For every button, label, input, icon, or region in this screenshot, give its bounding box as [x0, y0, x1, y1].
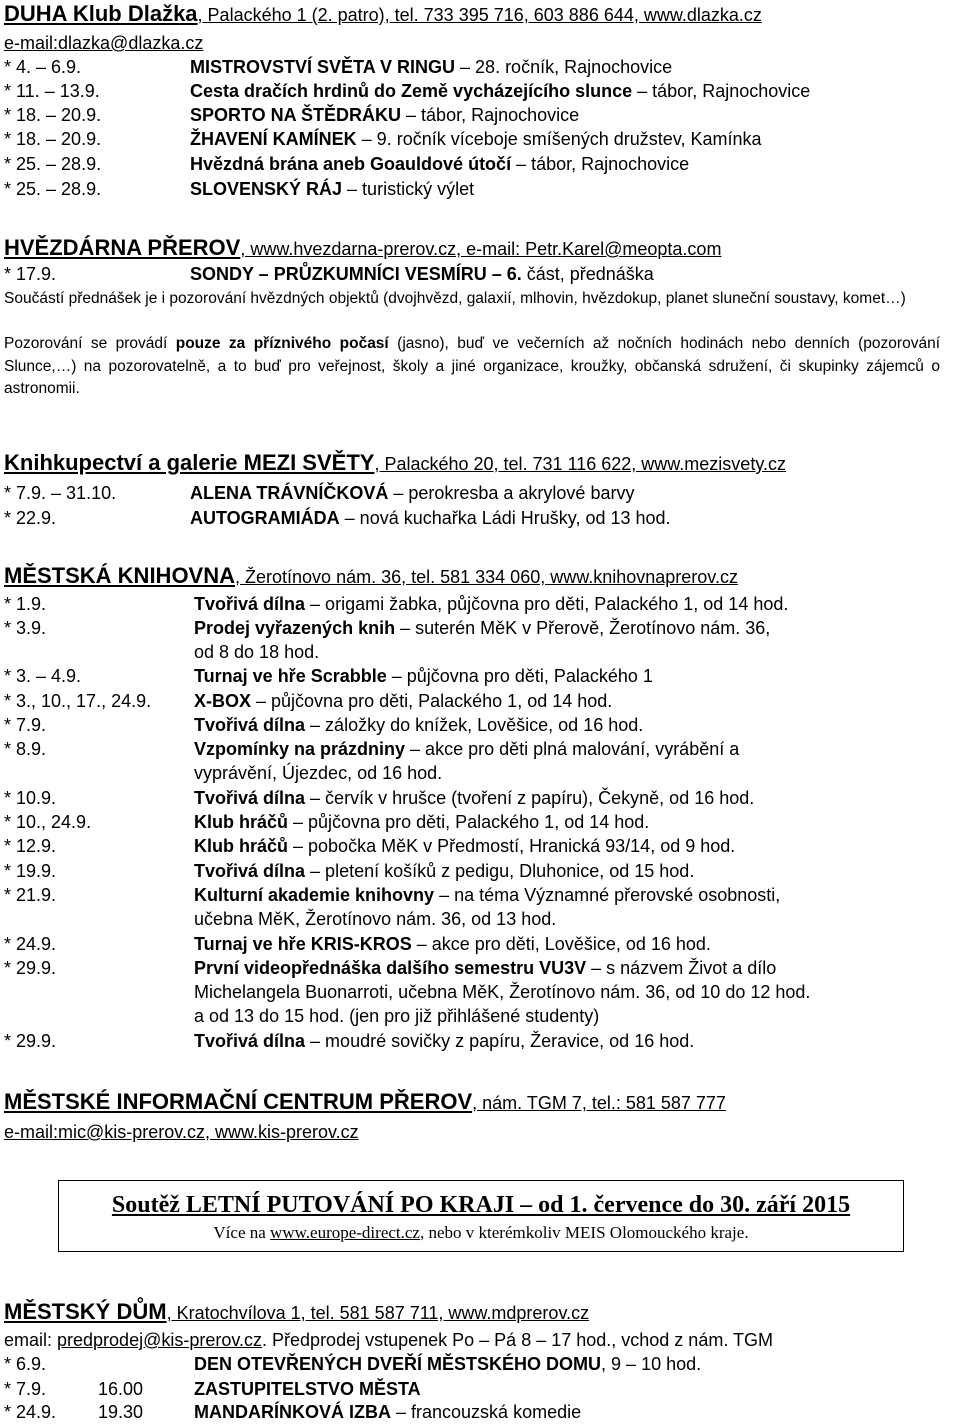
text: email:	[4, 1330, 58, 1350]
event-title: SPORTO NA ŠTĚDRÁKU	[190, 105, 402, 125]
event-date: * 25. – 28.9.	[4, 154, 102, 174]
event-detail: – půjčovna pro děti, Palackého 1	[386, 666, 653, 686]
event-continuation: a od 13 do 15 hod. (jen pro již přihlášené studenty)	[194, 1006, 600, 1026]
event-title: Vzpomínky na prázdniny	[194, 739, 406, 759]
event-detail: , 9 – 10 hod.	[601, 1354, 702, 1374]
event-title: AUTOGRAMIÁDA	[190, 508, 340, 528]
event-date: * 29.9.	[4, 1031, 57, 1051]
event-date: * 24.9.	[4, 1402, 57, 1422]
event-date: * 10.9.	[4, 788, 57, 808]
knihkupectvi-name: Knihkupectví a galerie MEZI SVĚTY	[4, 450, 375, 475]
event	[190, 79, 810, 103]
event	[194, 883, 780, 907]
event	[190, 481, 634, 505]
duha-name: DUHA Klub Dlažka	[4, 1, 198, 26]
event	[190, 177, 474, 201]
event-date: * 22.9.	[4, 508, 57, 528]
mic-name: MĚSTSKÉ INFORMAČNÍ CENTRUM PŘEROV	[4, 1089, 473, 1114]
knihovna-header	[4, 564, 738, 589]
hvezdarna-paragraph-1: Součástí přednášek je i pozorování hvězdných objektů (dvojhvězd, galaxií, mlhovin, hvězdokup, planet sluneční soustavy, komet…)	[4, 290, 906, 307]
event-date: * 1.9.	[4, 594, 47, 614]
soutez-box	[58, 1180, 904, 1252]
event-date: * 6.9.	[4, 1354, 47, 1374]
dum-name: MĚSTSKÝ DŮM	[4, 1299, 167, 1324]
mic-address: , nám. TGM 7, tel.: 581 587 777	[472, 1093, 726, 1113]
event-detail: – záložky do knížek, Lověšice, od 16 hod.	[305, 715, 644, 735]
event-title: Hvězdná brána aneb Goauldové útočí	[190, 154, 512, 174]
text: . Předprodej vstupenek Po – Pá 8 – 17 hod., vchod z nám. TGM	[262, 1330, 773, 1350]
event	[194, 1377, 421, 1401]
event	[194, 956, 776, 980]
knihovna-address: , Žerotínovo nám. 36, tel. 581 334 060, www.knihovnaprerov.cz	[235, 567, 738, 587]
event	[190, 506, 671, 530]
event-date: * 18. – 20.9.	[4, 105, 102, 125]
event-date: * 3., 10., 17., 24.9.	[4, 691, 152, 711]
event-date: * 3.9.	[4, 618, 47, 638]
event-title: Tvořivá dílna	[194, 715, 306, 735]
event	[194, 786, 754, 810]
event	[194, 737, 739, 761]
event-title: DEN OTEVŘENÝCH DVEŘÍ MĚSTSKÉHO DOMU	[194, 1354, 602, 1374]
text: Více na	[213, 1223, 271, 1242]
event-title: Tvořivá dílna	[194, 594, 306, 614]
hvezdarna-contact: , www.hvezdarna-prerov.cz, e-mail: Petr.Karel@meopta.com	[240, 239, 722, 259]
event-continuation: Michelangela Buonarroti, učebna MěK, Žerotínovo nám. 36, od 10 do 12 hod.	[194, 982, 811, 1002]
event-detail: – origami žabka, půjčovna pro děti, Palackého 1, od 14 hod.	[305, 594, 789, 614]
text: Pozorování se provádí	[4, 335, 176, 352]
event-detail: – červík v hrušce (tvoření z papíru), Čekyně, od 16 hod.	[305, 788, 755, 808]
text: (jasno), buď ve večerních až nočních hodinách nebo denních (pozorování Slunce,…) na pozorovatelně, a to buď pro veřejnost, školy a jiné organizace, kroužky, občanská sdružení, či skupinky zájemců o astronomii.	[4, 335, 940, 397]
event-title: MISTROVSTVÍ SVĚTA V RINGU	[190, 57, 456, 77]
event-detail: – nová kuchařka Ládi Hrušky, od 13 hod.	[339, 508, 671, 528]
event-continuation: od 8 do 18 hod.	[194, 642, 320, 662]
text-bold: pouze za příznivého počasí	[175, 335, 389, 352]
hvezdarna-paragraph-2	[4, 333, 940, 401]
event-date: * 24.9.	[4, 934, 57, 954]
event-continuation: učebna MěK, Žerotínovo nám. 36, od 13 hod.	[194, 909, 557, 929]
event-title: ALENA TRÁVNÍČKOVÁ	[190, 483, 389, 503]
duha-address: , Palackého 1 (2. patro), tel. 733 395 716, 603 886 644, www.dlazka.cz	[197, 5, 762, 25]
event-detail: – suterén MěK v Přerově, Žerotínovo nám. 36,	[395, 618, 771, 638]
event-detail: část, přednáška	[521, 264, 654, 284]
duha-header	[4, 2, 762, 27]
event-title: Tvořivá dílna	[194, 788, 306, 808]
predprodej-email-link[interactable]: predprodej@kis-prerov.cz	[57, 1330, 263, 1350]
event-detail: – 9. ročník víceboje smíšených družstev, Kamínka	[356, 129, 762, 149]
event	[194, 810, 649, 834]
event-date: * 4. – 6.9.	[4, 57, 82, 77]
event	[194, 859, 694, 883]
event	[190, 103, 579, 127]
event	[194, 1400, 581, 1424]
event-detail: – s názvem Život a dílo	[586, 958, 777, 978]
event-detail: – tábor, Rajnochovice	[511, 154, 690, 174]
event-title: SLOVENSKÝ RÁJ	[190, 179, 343, 199]
event	[190, 262, 654, 286]
event	[194, 616, 770, 640]
event-date: * 25. – 28.9.	[4, 179, 102, 199]
knihovna-name: MĚSTSKÁ KNIHOVNA	[4, 563, 236, 588]
event-title: X-BOX	[194, 691, 252, 711]
event-title: Klub hráčů	[194, 812, 289, 832]
event	[190, 55, 672, 79]
event	[190, 152, 689, 176]
event-date: * 11. – 13.9.	[4, 81, 100, 101]
dum-header	[4, 1300, 589, 1325]
event	[194, 834, 735, 858]
event-title: Turnaj ve hře KRIS-KROS	[194, 934, 412, 954]
event-detail: – pletení košíků z pedigu, Dluhonice, od 15 hod.	[305, 861, 695, 881]
event-detail: – 28. ročník, Rajnochovice	[455, 57, 673, 77]
event-detail: – půjčovna pro děti, Palackého 1, od 14 hod.	[288, 812, 650, 832]
soutez-title: Soutěž LETNÍ PUTOVÁNÍ PO KRAJI – od 1. července do 30. září 2015	[111, 1192, 851, 1218]
event-detail: – na téma Významné přerovské osobnosti,	[434, 885, 781, 905]
event-continuation: vyprávění, Újezdec, od 16 hod.	[194, 763, 443, 783]
event	[194, 689, 612, 713]
event-date: * 3. – 4.9.	[4, 666, 82, 686]
event-detail: – francouzská komedie	[391, 1402, 582, 1422]
mic-header	[4, 1090, 726, 1115]
event-detail: – akce pro děti plná malování, vyrábění a	[405, 739, 740, 759]
event-detail: – turistický výlet	[342, 179, 475, 199]
event	[194, 664, 653, 688]
event-date: * 7.9. – 31.10.	[4, 483, 117, 503]
event-time: 19.30	[98, 1402, 144, 1422]
hvezdarna-name: HVĚZDÁRNA PŘEROV	[4, 235, 241, 260]
event-date: * 21.9.	[4, 885, 57, 905]
event-title: Kulturní akademie knihovny	[194, 885, 435, 905]
event-title: MANDARÍNKOVÁ IZBA	[194, 1402, 391, 1422]
event-title: SONDY – PRŮZKUMNÍCI VESMÍRU – 6.	[190, 264, 522, 284]
event-detail: – perokresba a akrylové barvy	[388, 483, 635, 503]
event-title: Cesta dračích hrdinů do Země vycházejícího slunce	[190, 81, 633, 101]
event-date: * 17.9.	[4, 264, 57, 284]
event	[194, 592, 788, 616]
mic-email[interactable]: e-mail:mic@kis-prerov.cz, www.kis-prerov.cz	[4, 1122, 359, 1142]
hvezdarna-header	[4, 236, 721, 261]
event-date: * 19.9.	[4, 861, 57, 881]
event-title: ZASTUPITELSTVO MĚSTA	[194, 1379, 421, 1399]
event-date: * 29.9.	[4, 958, 57, 978]
event-title: ŽHAVENÍ KAMÍNEK	[190, 129, 357, 149]
event-time: 16.00	[98, 1379, 144, 1399]
event-detail: – půjčovna pro děti, Palackého 1, od 14 hod.	[251, 691, 613, 711]
event	[194, 1352, 701, 1376]
event-date: * 10., 24.9.	[4, 812, 92, 832]
event-title: Turnaj ve hře Scrabble	[194, 666, 387, 686]
event-detail: – tábor, Rajnochovice	[632, 81, 811, 101]
dum-email-line	[4, 1328, 773, 1352]
duha-email[interactable]: e-mail:dlazka@dlazka.cz	[4, 33, 204, 53]
event	[194, 1029, 694, 1053]
knihkupectvi-address: , Palackého 20, tel. 731 116 622, www.mezisvety.cz	[374, 454, 786, 474]
event	[194, 713, 643, 737]
event-title: Tvořivá dílna	[194, 1031, 306, 1051]
event-date: * 18. – 20.9.	[4, 129, 102, 149]
event-date: * 7.9.	[4, 1379, 47, 1399]
europe-direct-link[interactable]: www.europe-direct.cz	[270, 1223, 420, 1242]
knihkupectvi-header	[4, 451, 786, 476]
event-detail: – moudré sovičky z papíru, Žeravice, od 16 hod.	[305, 1031, 695, 1051]
event-title: První videopřednáška dalšího semestru VU3V	[194, 958, 587, 978]
event-detail: – tábor, Rajnochovice	[401, 105, 580, 125]
event-detail: – pobočka MěK v Předmostí, Hranická 93/14, od 9 hod.	[288, 836, 736, 856]
event-title: Tvořivá dílna	[194, 861, 306, 881]
soutez-subtitle	[59, 1221, 903, 1245]
text: , nebo v kterémkoliv MEIS Olomouckého kraje.	[419, 1223, 749, 1242]
dum-address: , Kratochvílova 1, tel. 581 587 711, www.mdprerov.cz	[166, 1303, 590, 1323]
event	[190, 127, 762, 151]
event	[194, 932, 711, 956]
event-date: * 8.9.	[4, 739, 47, 759]
event-title: Klub hráčů	[194, 836, 289, 856]
event-date: * 7.9.	[4, 715, 47, 735]
event-date: * 12.9.	[4, 836, 57, 856]
event-detail: – akce pro děti, Lověšice, od 16 hod.	[411, 934, 711, 954]
event-title: Prodej vyřazených knih	[194, 618, 396, 638]
